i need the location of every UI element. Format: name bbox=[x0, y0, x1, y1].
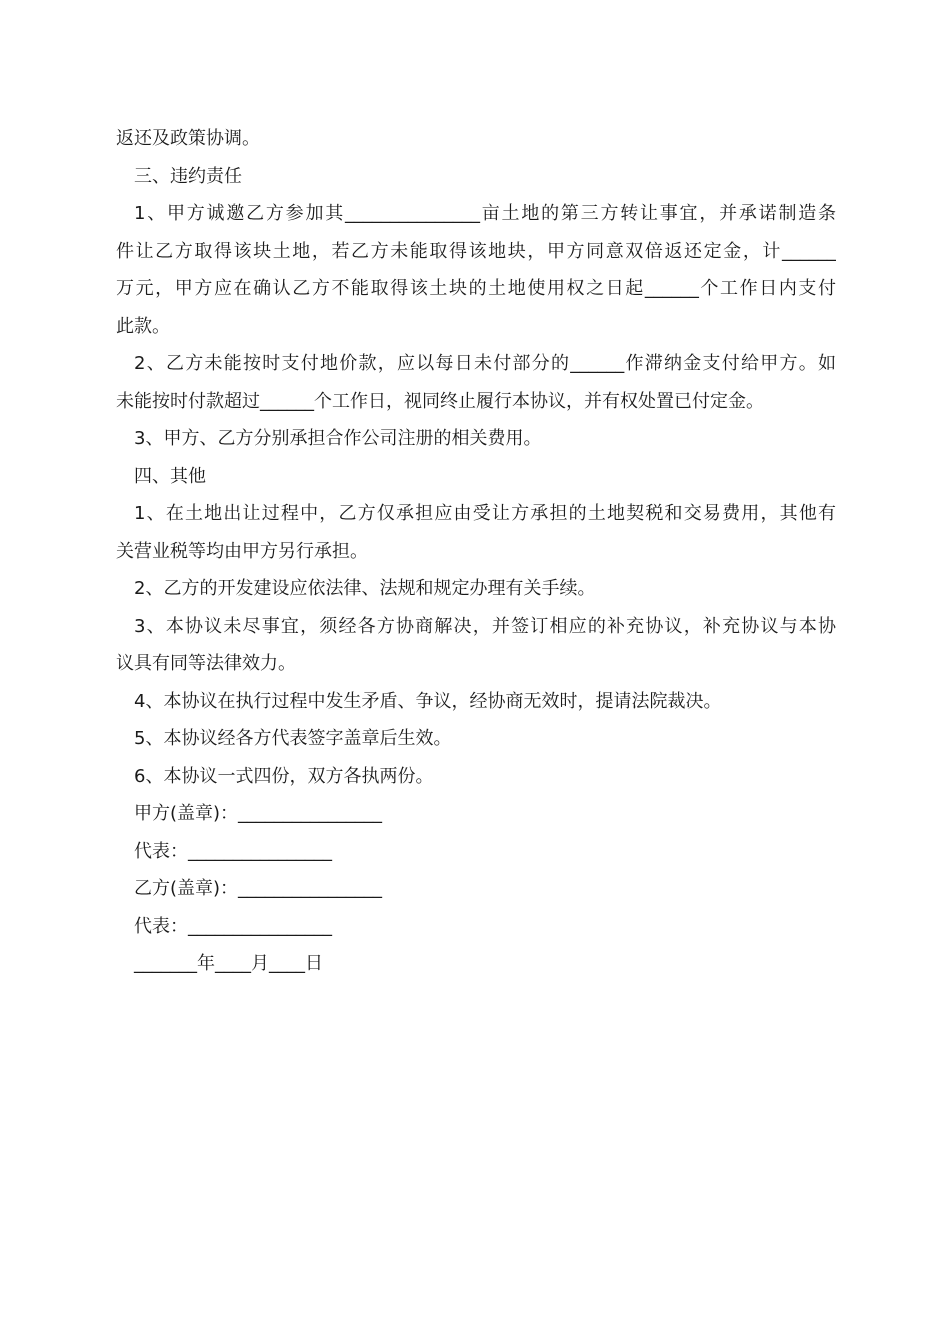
text-line: 此款。 bbox=[116, 315, 170, 337]
text-line: 6、本协议一式四份，双方各执两份。 bbox=[134, 765, 434, 787]
document-body bbox=[116, 120, 836, 983]
text-line: 代表：________________ bbox=[134, 840, 332, 862]
text-line: 四、其他 bbox=[134, 465, 206, 487]
text-line: 万元，甲方应在确认乙方不能取得该土块的土地使用权之日起______个工作日内支付 bbox=[116, 278, 836, 299]
text-line: 5、本协议经各方代表签字盖章后生效。 bbox=[134, 728, 452, 749]
text-line: 1、在土地出让过程中，乙方仅承担应由受让方承担的土地契税和交易费用，其他有 bbox=[134, 503, 836, 524]
text-line: 返还及政策协调。 bbox=[116, 128, 260, 149]
text-line: 2、乙方未能按时支付地价款，应以每日未付部分的______作滞纳金支付给甲方。如 bbox=[134, 353, 836, 374]
text-line: 件让乙方取得该块土地，若乙方未能取得该地块，甲方同意双倍返还定金，计______ bbox=[116, 240, 836, 262]
text-line: 4、本协议在执行过程中发生矛盾、争议，经协商无效时，提请法院裁决。 bbox=[134, 690, 722, 712]
text-line: 乙方(盖章)：________________ bbox=[134, 878, 383, 899]
text-line: 甲方(盖章)：________________ bbox=[134, 803, 383, 824]
text-line: 代表：________________ bbox=[134, 915, 332, 937]
text-line: 议具有同等法律效力。 bbox=[116, 653, 296, 674]
text-line: 未能按时付款超过______个工作日，视同终止履行本协议，并有权处置已付定金。 bbox=[116, 390, 764, 412]
text-line: 2、乙方的开发建设应依法律、法规和规定办理有关手续。 bbox=[134, 578, 596, 599]
text-line: 三、违约责任 bbox=[134, 165, 242, 187]
text-line: 3、本协议未尽事宜，须经各方协商解决，并签订相应的补充协议，补充协议与本协 bbox=[134, 615, 836, 637]
text-line: 3、甲方、乙方分别承担合作公司注册的相关费用。 bbox=[134, 428, 542, 449]
text-line: 关营业税等均由甲方另行承担。 bbox=[116, 540, 368, 562]
text-line: _______年____月____日 bbox=[134, 953, 323, 974]
text-line: 1、甲方诚邀乙方参加其_______________亩土地的第三方转让事宜，并承诺制造条 bbox=[134, 203, 836, 224]
